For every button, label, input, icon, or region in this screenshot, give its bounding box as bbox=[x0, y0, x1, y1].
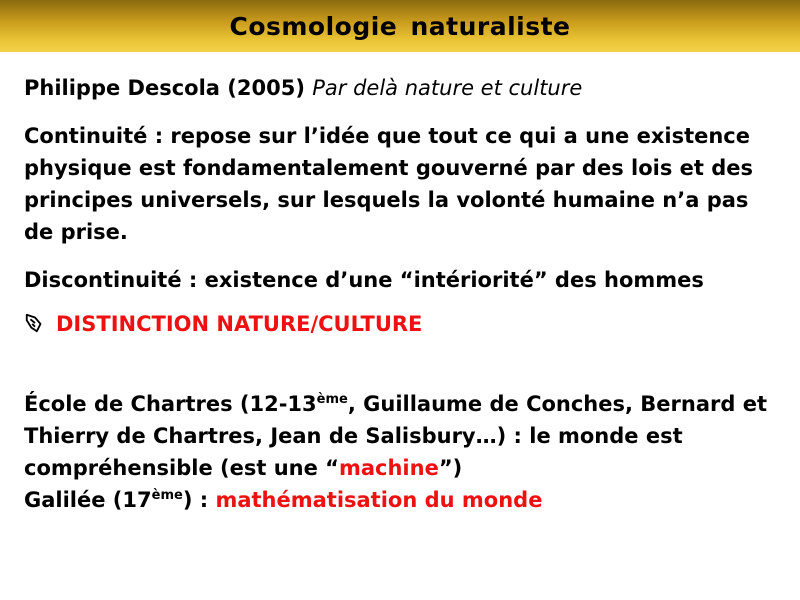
galilee-paragraph bbox=[24, 484, 784, 516]
hand-pointer-icon bbox=[24, 312, 46, 334]
galilee-part1: Galilée (17 bbox=[24, 488, 152, 512]
chartres-paragraph bbox=[24, 388, 784, 484]
continuite-paragraph: Continuité : repose sur l’idée que tout ce qui a une existence physique est fondamentalement gouverné par des lois et des principes universels, sur lesquels la volonté humaine n’a pas de prise. bbox=[24, 124, 754, 244]
distinction-text: DISTINCTION NATURE/CULTURE bbox=[56, 312, 423, 336]
slide-title: Cosmologie naturaliste bbox=[229, 11, 571, 41]
distinction-line bbox=[24, 308, 784, 340]
reference-line bbox=[24, 72, 784, 104]
slide-content bbox=[24, 72, 784, 516]
mathematisation-highlight: mathématisation du monde bbox=[215, 488, 543, 512]
chartres-part3: ”) bbox=[438, 456, 463, 480]
machine-highlight: machine bbox=[338, 456, 439, 480]
galilee-part2: ) : bbox=[182, 488, 216, 512]
discontinuite-paragraph: Discontinuité : existence d’une “intériorité” des hommes bbox=[24, 268, 704, 292]
reference-author: Philippe Descola (2005) bbox=[24, 76, 313, 100]
chartres-part2: , Guillaume de Conches, Bernard et Thierry de Chartres, Jean de Salisbury…) : le monde est compréhensible (est une “ bbox=[24, 392, 767, 480]
title-bar bbox=[0, 0, 800, 52]
chartres-superscript: ème bbox=[316, 392, 348, 407]
galilee-superscript: ème bbox=[151, 488, 183, 503]
chartres-part1: École de Chartres (12-13 bbox=[24, 392, 317, 416]
reference-book-title: Par delà nature et culture bbox=[312, 76, 583, 100]
